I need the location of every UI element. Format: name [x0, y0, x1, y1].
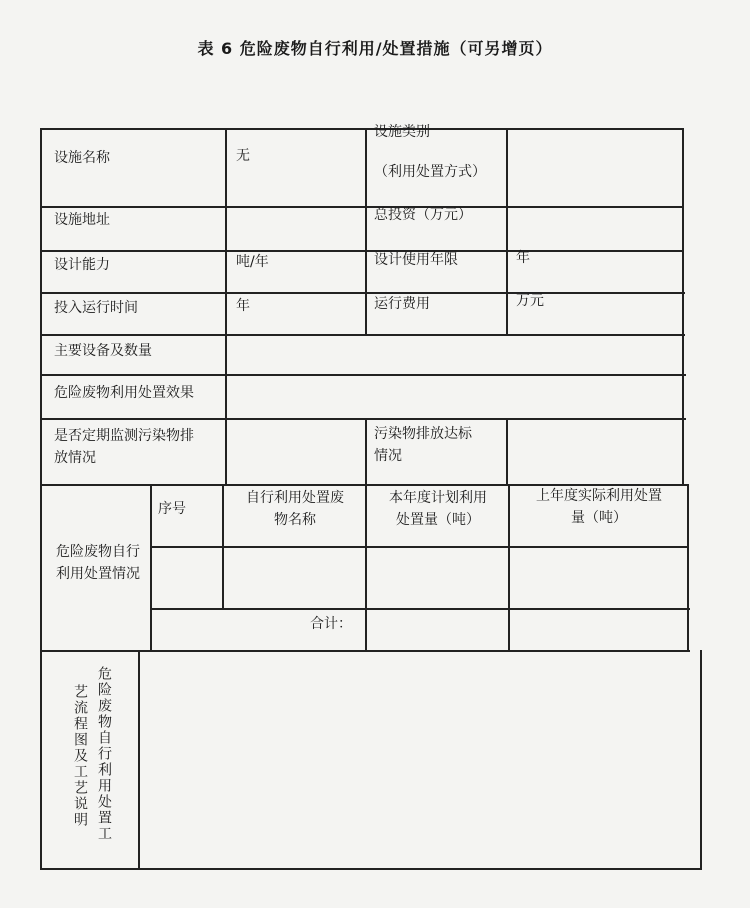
- facility-name-value: 无: [236, 148, 250, 164]
- grid-line: [40, 206, 684, 208]
- grid-line: [40, 292, 685, 294]
- page-title: 表 6 危险废物自行利用/处置措施（可另增页）: [197, 39, 553, 58]
- grid-line: [222, 484, 224, 608]
- process-label-col-2: 艺流程图及工艺说明: [72, 684, 88, 828]
- operating-cost-unit: 万元: [516, 293, 544, 309]
- facility-type-label-2: （利用处置方式）: [374, 164, 486, 180]
- col-plan-header-2: 处置量（吨）: [396, 512, 480, 528]
- col-name-header-1: 自行利用处置废: [246, 490, 344, 506]
- grid-line: [150, 546, 688, 548]
- grid-line: [40, 334, 685, 336]
- col-actual-header-1: 上年度实际利用处置: [536, 488, 662, 504]
- col-actual-header-2: 量（吨）: [571, 510, 627, 526]
- operating-cost-label: 运行费用: [374, 296, 430, 312]
- col-name-header-2: 物名称: [274, 512, 316, 528]
- total-label: 合计：: [310, 616, 352, 632]
- operation-time-label: 投入运行时间: [54, 300, 138, 316]
- facility-type-label-1: 设施类别: [374, 124, 430, 140]
- facility-form-table: [40, 118, 702, 870]
- grid-line: [40, 250, 684, 252]
- grid-line: [225, 334, 227, 484]
- facility-address-label: 设施地址: [54, 212, 110, 228]
- design-life-unit: 年: [516, 250, 530, 266]
- grid-line: [365, 128, 367, 334]
- main-equipment-label: 主要设备及数量: [54, 343, 152, 359]
- grid-line: [40, 374, 686, 376]
- total-investment-label: 总投资（万元）: [374, 207, 472, 223]
- grid-line: [225, 128, 227, 334]
- compliance-label-1: 污染物排放达标: [374, 426, 472, 442]
- process-label-col-1: 危险废物自行利用处置工: [96, 666, 112, 842]
- grid-line: [682, 128, 684, 484]
- col-seq-header: 序号: [158, 501, 186, 517]
- design-capacity-label: 设计能力: [54, 257, 110, 273]
- grid-line: [40, 128, 682, 130]
- col-plan-header-1: 本年度计划利用: [389, 490, 487, 506]
- monitoring-label-1: 是否定期监测污染物排: [54, 428, 194, 444]
- compliance-label-2: 情况: [374, 448, 402, 464]
- grid-line: [40, 128, 42, 869]
- grid-line: [40, 418, 686, 420]
- grid-line: [700, 650, 702, 869]
- usage-section-label-1: 危险废物自行: [56, 544, 140, 560]
- grid-line: [506, 128, 508, 334]
- design-capacity-unit: 吨/年: [236, 254, 269, 270]
- grid-line: [365, 484, 367, 650]
- grid-line: [506, 418, 508, 484]
- grid-line: [138, 650, 140, 869]
- usage-section-label-2: 利用处置情况: [56, 566, 140, 582]
- operation-time-unit: 年: [236, 298, 250, 314]
- grid-line: [365, 418, 367, 484]
- design-life-label: 设计使用年限: [374, 252, 458, 268]
- facility-name-label: 设施名称: [54, 150, 110, 166]
- monitoring-label-2: 放情况: [54, 450, 96, 466]
- grid-line: [150, 608, 690, 610]
- grid-line: [150, 484, 152, 650]
- effect-label: 危险废物利用处置效果: [54, 385, 194, 401]
